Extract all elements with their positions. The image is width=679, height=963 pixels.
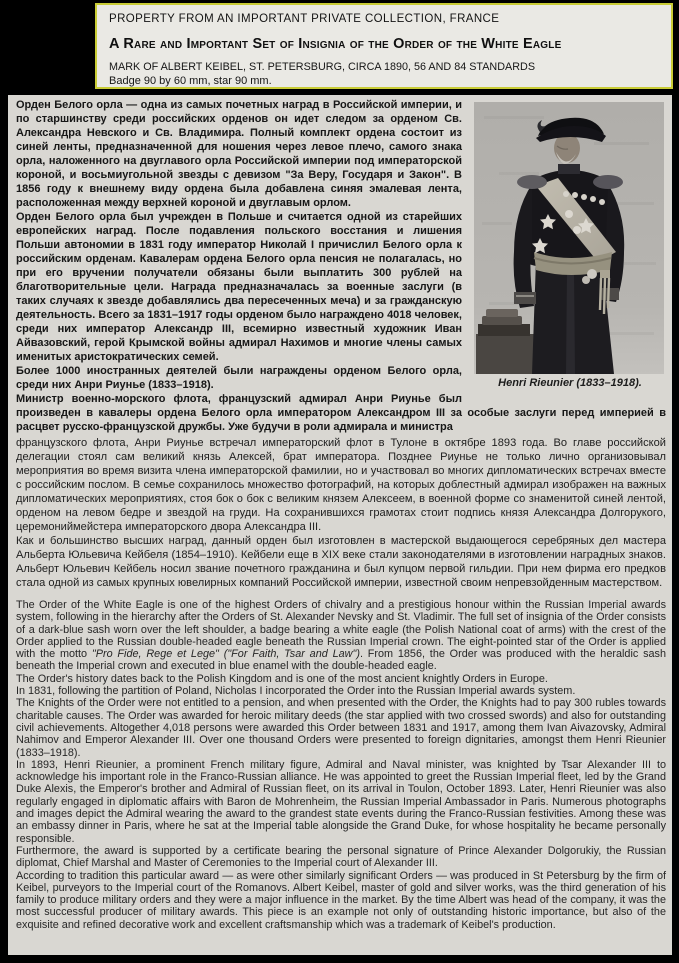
paragraph: The Order's history dates back to the Polish Kingdom and is one of the most ancient knightly Orders in Europe. [16,672,548,685]
paragraph: Министр военно-морского флота, французский адмирал Анри Риунье был произведен в кавалеры ордена Белого орла императором Александром III за особые заслуги перед империей в расцвет русско-французской дружбы. Уже будучи в роли адмирала и министра [16,393,666,433]
paragraph: In 1831, following the partition of Poland, Nicholas I incorporated the Order into the Russian Imperial awards system. [16,685,576,698]
paragraph: The Order of the White Eagle is one of the highest Orders of chivalry and a prestigious honour within the Russian Imperial awards system, following in the hierarchy after the Orders of St. Alexander Nevsky and St. Vladimir. The full set of insignia of the Order consists of a dark-blue sash worn over the left shoulder, a badge bearing a white eagle (the Polish National coat of arms) with the crest of the Order applied to the Russian double-headed eagle beneath the Russian Imperial crown. The eight-pointed star of the Order is applied with the motto "Pro Fide, Rege et Lege" ("For Faith, Tsar and Law"). From 1856, the Order was produced with the heraldic sash beneath the Imperial crown and executed in blue enamel with the double-headed eagle. [16,599,666,673]
russian-fullwidth-text [16,436,666,590]
paragraph: Furthermore, the award is supported by a certificate bearing the personal signature of Prince Alexander Dolgorukiy, the Russian diplomat, Chief Marshal and Master of Ceremonies to the Imperial court of Alexander III. [16,844,666,870]
paragraph: Более 1000 иностранных деятелей были награждены орденом Белого орла, среди них Анри Риунье (1833–1918). [16,365,462,391]
paragraph: Как и большинство высших наград, данный орден был изготовлен в мастерской выдающегося серебряных дел мастера Альберта Юльевича Кейбеля (1854–1910). Кейбели еще в XIX веке стали законодателями в изготовлении наградных знаков. Альберт Юльевич Кейбель носил звание почетного гражданина и был купцом первой гильдии. При нем фирма его предков стала одной из самых крупных ювелирных компаний Российской империи, известной своим непревзойденным мастерством. [16,535,666,589]
catalog-body [8,95,672,955]
paragraph: французского флота, Анри Риунье встречал императорский флот в Тулоне в октябре 1893 года. Во главе российской делегации стоял сам великий князь Алексей, брат императора. Позднее Риунье не только лично организовывал мероприятия во время визита члена императорской фамилии, но и участвовал во многих дипломатических встречах вместе с российским послом. В семье сохранилось множество фотографий, на которых доблестный адмирал изображен на важных дипломатических мероприятиях, стоя бок о бок с великим князем Алексеем, в военной форме со знаменитой синей лентой, орденом на левом бедре и звездой на груди. На сохранившихся грамотах стоит подпись князя Александра Долгорукого, церемониймейстера императорского двора Александра III. [16,437,666,533]
paragraph: According to tradition this particular award — as were other similarly significant Orders — was produced in St Petersburg by the firm of Keibel, purveyors to the Imperial court of the Romanovs. Albert Keibel, master of gold and silver works, was the third generation of his family to produce military orders and they were a major influence in the market. By the time Albert was head of the company, it was the most successful producer of military awards. This piece is an example not only of outstanding historic importance, but also of the exquisite and refined decorative work and excellent craftsmanship which was a trademark of Keibel's production. [16,869,666,931]
maker-mark-line: MARK OF ALBERT KEIBEL, ST. PETERSBURG, CIRCA 1890, 56 AND 84 STANDARDS [109,61,536,73]
photo-caption: Henri Rieunier (1833–1918). [498,377,642,389]
provenance-line: PROPERTY FROM AN IMPORTANT PRIVATE COLLECTION, FRANCE [109,13,500,25]
lot-title: A Rare and Important Set of Insignia of the Order of the White Eagle [109,36,562,52]
henri-rieunier-portrait-photo [474,102,664,374]
dimensions-line: Badge 90 by 60 mm, star 90 mm. [109,75,272,87]
english-description-text [16,599,666,931]
paragraph: The Knights of the Order were not entitled to a pension, and when presented with the Order, the Knights had to pay 300 rubles towards charitable causes. The Order was awarded for heroic military deeds (the star applied with two crossed swords) and also for outstanding civil achievements. Altogether 4,018 persons were awarded this Order between 1831 and 1917, among them Ivan Aivazovsky, Admiral Nahimov and Emperor Alexander III. Over one thousand Orders were presented to foreign dignitaries, amongst them Henri Rieunier (1833–1918). [16,697,666,759]
portrait-figure [474,102,666,389]
paragraph: Орден Белого орла был учрежден в Польше и считается одной из старейших европейских наград. После подавления польского восстания и лишения Польши автономии в 1831 году император Николай I причислил Белого орла к российским орденам. Кавалерам ордена Белого орла пенсия не полагалась, но при его вручении получатели обязаны были выплатить 300 рублей на благотворительные цели. Награда предназначалась за военные заслуги (в таких случаях к звезде добавлялись два пересеченных меча) и за гражданскую деятельность. Всего за 1831–1917 годы орденом было награждено 4018 человек, среди них император Александр III, всемирно известный художник Иван Айвазовский, герой Крымской войны адмирал Нахимов и многие члены самых именитых аристократических семей. [16,211,462,363]
paragraph: Орден Белого орла — одна из самых почетных наград в Российской империи, и по старшинству среди российских орденов он идет следом за орденом Св. Александра Невского и Св. Владимира. Полный комплект ордена состоит из синей ленты, предназначенной для ношения через левое плечо, самого знака орла, наложенного на двуглавого орла Российской империи под императорской короной, и восьмиугольной звезды с девизом "За Веру, Государя и Закон". В 1856 году к внешнему виду ордена была добавлена синяя эмалевая лента, расположенная между верхней короной и двуглавым орлом. [16,99,462,209]
paragraph: In 1893, Henri Rieunier, a prominent French military figure, Admiral and Naval minister, was knighted by Tsar Alexander III to acknowledge his important role in the Franco-Russian alliance. He was appointed to greet the Russian Imperial fleet, led by the Grand Duke Alexis, the Emperor's brother and Admiral of Russian fleet, on its arrival in Toulon, October 1893. Later, Henri Rieunier was also regularly engaged in diplomatic affairs with Baron de Mohrenheim, the Russian Imperial Ambassador in Paris. Numerous photographs and images depict the Admiral wearing the award to the grandest state events during the Franco-Russian festivities. Among these was an embassy dinner in Paris, where he sat at the Imperial table alongside the Grand Duke, for whose hospitality he became personally responsible. [16,758,666,845]
lot-header-box [95,3,673,89]
